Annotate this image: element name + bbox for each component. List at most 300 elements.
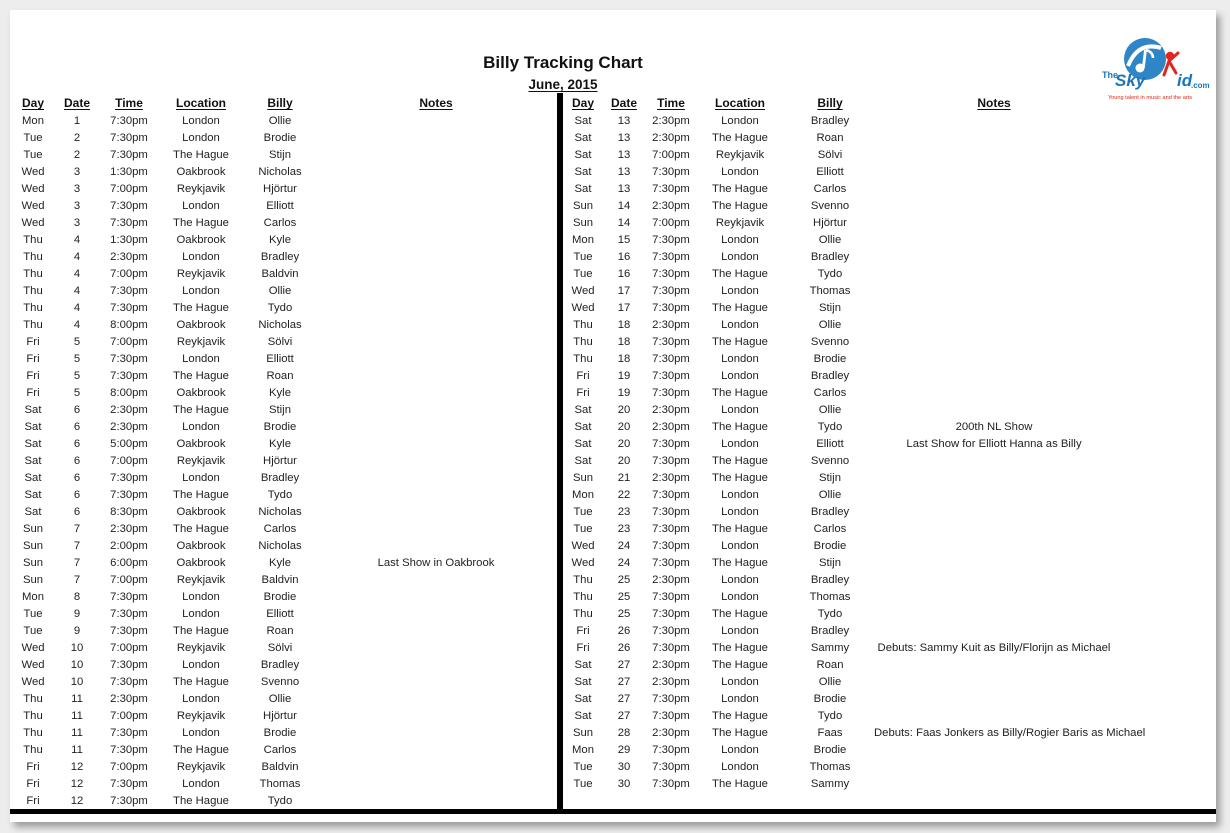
cell-billy: Brodie: [813, 743, 847, 756]
cell-date: 13: [617, 114, 631, 127]
cell-date: 16: [617, 250, 631, 263]
cell-date: 4: [73, 301, 81, 314]
cell-day: Sat: [574, 658, 592, 671]
cell-time: 7:30pm: [110, 658, 148, 671]
cell-date: 27: [617, 709, 631, 722]
table-row: [566, 724, 1146, 741]
cell-day: Fri: [26, 352, 40, 365]
cell-time: 7:00pm: [110, 709, 148, 722]
cell-location: The Hague: [712, 641, 768, 654]
table-row: [566, 231, 1114, 248]
cell-billy: Faas: [817, 726, 843, 739]
cell-date: 12: [70, 794, 84, 807]
cell-billy: Ollie: [268, 284, 292, 297]
header-row: [566, 94, 1114, 112]
cell-day: Sat: [574, 114, 592, 127]
table-row: [12, 741, 556, 758]
cell-location: London: [721, 743, 759, 756]
cell-location: London: [182, 131, 220, 144]
column-header-day: Day: [571, 96, 594, 110]
cell-time: 7:00pm: [652, 148, 690, 161]
cell-date: 19: [617, 386, 631, 399]
table-row: [12, 673, 556, 690]
cell-location: The Hague: [712, 709, 768, 722]
cell-time: 2:30pm: [652, 131, 690, 144]
table-row: [566, 741, 1114, 758]
cell-location: Oakbrook: [176, 437, 226, 450]
cell-billy: Brodie: [813, 692, 847, 705]
cell-date: 3: [73, 182, 81, 195]
cell-location: Reykjavik: [176, 573, 226, 586]
cell-day: Thu: [573, 318, 593, 331]
cell-time: 2:30pm: [652, 675, 690, 688]
cell-day: Sun: [22, 539, 44, 552]
cell-date: 19: [617, 369, 631, 382]
cell-day: Fri: [576, 386, 590, 399]
logo-text-sky: Sky: [1115, 71, 1146, 90]
cell-date: 18: [617, 335, 631, 348]
cell-location: The Hague: [712, 777, 768, 790]
table-row: [566, 316, 1114, 333]
cell-date: 5: [73, 369, 81, 382]
cell-billy: Nicholas: [258, 539, 302, 552]
cell-location: Reykjavik: [176, 760, 226, 773]
cell-billy: Bradley: [810, 505, 850, 518]
cell-day: Fri: [576, 369, 590, 382]
cell-location: Oakbrook: [176, 386, 226, 399]
cell-location: London: [721, 760, 759, 773]
table-row: [12, 282, 556, 299]
cell-billy: Elliott: [816, 165, 844, 178]
cell-date: 17: [617, 284, 631, 297]
cell-billy: Carlos: [813, 522, 847, 535]
table-row: [12, 724, 556, 741]
table-row: [566, 486, 1114, 503]
cell-day: Sat: [574, 420, 592, 433]
table-row: [566, 469, 1114, 486]
cell-day: Wed: [571, 539, 595, 552]
column-header-time: Time: [657, 96, 685, 110]
table-row: [12, 486, 556, 503]
cell-time: 1:30pm: [110, 165, 148, 178]
cell-location: Reykjavik: [176, 267, 226, 280]
table-row: [12, 452, 556, 469]
cell-billy: Ollie: [818, 318, 842, 331]
table-row: [12, 316, 556, 333]
cell-location: Oakbrook: [176, 233, 226, 246]
cell-billy: Ollie: [818, 675, 842, 688]
column-header-time: Time: [115, 96, 143, 110]
cell-location: London: [182, 658, 220, 671]
table-row: [12, 333, 556, 350]
cell-time: 7:30pm: [110, 794, 148, 807]
cell-location: London: [721, 233, 759, 246]
cell-day: Sat: [24, 437, 42, 450]
cell-date: 14: [617, 199, 631, 212]
cell-day: Wed: [21, 216, 45, 229]
cell-billy: Kyle: [269, 386, 291, 399]
table-row: [566, 197, 1114, 214]
cell-time: 2:30pm: [110, 250, 148, 263]
cell-notes: Debuts: Sammy Kuit as Billy/Florijn as Michael: [877, 641, 1111, 654]
cell-day: Wed: [21, 641, 45, 654]
cell-time: 7:30pm: [110, 199, 148, 212]
cell-location: The Hague: [712, 267, 768, 280]
column-header-location: Location: [176, 96, 226, 110]
cell-billy: Brodie: [263, 590, 297, 603]
cell-day: Tue: [573, 250, 593, 263]
cell-time: 7:30pm: [110, 590, 148, 603]
cell-location: Oakbrook: [176, 165, 226, 178]
cell-billy: Baldvin: [261, 760, 299, 773]
table-row: [566, 435, 1114, 452]
cell-location: The Hague: [712, 182, 768, 195]
cell-day: Mon: [572, 743, 594, 756]
cell-billy: Carlos: [263, 522, 297, 535]
cell-date: 25: [617, 573, 631, 586]
cell-time: 2:30pm: [652, 726, 690, 739]
cell-day: Sun: [572, 199, 594, 212]
cell-time: 7:30pm: [110, 301, 148, 314]
cell-date: 6: [73, 505, 81, 518]
cell-billy: Thomas: [809, 760, 851, 773]
cell-time: 8:00pm: [110, 386, 148, 399]
cell-time: 7:30pm: [110, 777, 148, 790]
cell-time: 2:30pm: [652, 658, 690, 671]
cell-time: 7:30pm: [652, 267, 690, 280]
cell-billy: Brodie: [263, 131, 297, 144]
table-row: [12, 299, 556, 316]
cell-day: Tue: [573, 522, 593, 535]
cell-location: London: [182, 199, 220, 212]
cell-time: 2:30pm: [652, 420, 690, 433]
cell-day: Sat: [24, 403, 42, 416]
table-row: [566, 146, 1114, 163]
cell-time: 2:30pm: [110, 420, 148, 433]
cell-day: Thu: [23, 301, 43, 314]
cell-day: Sat: [574, 709, 592, 722]
cell-time: 7:30pm: [110, 624, 148, 637]
cell-day: Thu: [23, 250, 43, 263]
table-row: [12, 350, 556, 367]
cell-date: 15: [617, 233, 631, 246]
cell-location: London: [182, 250, 220, 263]
cell-time: 5:00pm: [110, 437, 148, 450]
cell-location: London: [721, 573, 759, 586]
table-row: [566, 350, 1114, 367]
column-header-notes: Notes: [419, 96, 453, 110]
cell-billy: Bradley: [260, 250, 300, 263]
cell-notes: 200th NL Show: [955, 420, 1033, 433]
cell-date: 12: [70, 760, 84, 773]
cell-billy: Brodie: [813, 352, 847, 365]
cell-billy: Thomas: [259, 777, 301, 790]
cell-billy: Tydo: [267, 301, 293, 314]
cell-date: 9: [73, 607, 81, 620]
table-row: [566, 520, 1114, 537]
cell-day: Wed: [571, 284, 595, 297]
cell-date: 4: [73, 318, 81, 331]
cell-billy: Elliott: [266, 352, 294, 365]
cell-time: 7:30pm: [110, 726, 148, 739]
cell-location: London: [721, 505, 759, 518]
cell-billy: Carlos: [813, 386, 847, 399]
cell-billy: Hjörtur: [263, 709, 297, 722]
page-title: Billy Tracking Chart: [483, 53, 643, 72]
table-row: [12, 690, 556, 707]
cell-location: Reykjavik: [176, 454, 226, 467]
cell-time: 7:00pm: [110, 454, 148, 467]
cell-day: Fri: [26, 760, 40, 773]
table-row: [12, 112, 556, 129]
cell-location: Reykjavik: [176, 641, 226, 654]
column-header-billy: Billy: [817, 96, 843, 110]
cell-location: The Hague: [173, 369, 229, 382]
cell-billy: Tydo: [817, 420, 843, 433]
table-row: [12, 554, 556, 571]
table-row: [12, 180, 556, 197]
table-row: [12, 214, 556, 231]
cell-location: London: [721, 352, 759, 365]
cell-time: 7:30pm: [652, 539, 690, 552]
table-row: [12, 605, 556, 622]
cell-date: 4: [73, 267, 81, 280]
cell-day: Sat: [24, 471, 42, 484]
table-row: [566, 282, 1114, 299]
cell-day: Sat: [574, 148, 592, 161]
cell-time: 2:30pm: [110, 692, 148, 705]
cell-location: London: [182, 471, 220, 484]
table-row: [566, 452, 1114, 469]
cell-day: Tue: [23, 624, 43, 637]
cell-day: Thu: [23, 233, 43, 246]
cell-date: 18: [617, 318, 631, 331]
cell-date: 23: [617, 522, 631, 535]
cell-day: Fri: [26, 335, 40, 348]
table-row: [566, 265, 1114, 282]
cell-date: 6: [73, 420, 81, 433]
cell-date: 3: [73, 199, 81, 212]
cell-day: Thu: [23, 318, 43, 331]
cell-day: Thu: [23, 267, 43, 280]
cell-location: London: [721, 539, 759, 552]
logo-text-the: The: [1102, 70, 1119, 80]
table-row: [12, 639, 556, 656]
cell-date: 13: [617, 165, 631, 178]
cell-location: The Hague: [173, 148, 229, 161]
cell-time: 7:00pm: [110, 573, 148, 586]
cell-day: Tue: [573, 760, 593, 773]
cell-time: 7:30pm: [652, 386, 690, 399]
table-row: [566, 554, 1114, 571]
cell-day: Thu: [573, 335, 593, 348]
cell-date: 7: [73, 556, 81, 569]
table-row: [566, 639, 1114, 656]
cell-day: Thu: [23, 692, 43, 705]
cell-location: London: [182, 114, 220, 127]
cell-date: 6: [73, 437, 81, 450]
cell-location: London: [182, 352, 220, 365]
cell-billy: Elliott: [266, 199, 294, 212]
cell-day: Mon: [572, 488, 594, 501]
cell-billy: Carlos: [263, 743, 297, 756]
cell-date: 26: [617, 624, 631, 637]
table-row: [12, 265, 556, 282]
cell-date: 7: [73, 539, 81, 552]
cell-billy: Stijn: [269, 403, 291, 416]
cell-time: 7:30pm: [110, 471, 148, 484]
cell-time: 7:30pm: [110, 216, 148, 229]
cell-billy: Kyle: [269, 556, 291, 569]
cell-day: Sat: [574, 403, 592, 416]
cell-time: 7:30pm: [652, 641, 690, 654]
cell-day: Sat: [24, 454, 42, 467]
column-header-date: Date: [63, 96, 90, 110]
cell-time: 7:30pm: [110, 148, 148, 161]
cell-time: 7:30pm: [652, 522, 690, 535]
table-row: [12, 707, 556, 724]
cell-location: Oakbrook: [176, 556, 226, 569]
table-row: [566, 571, 1114, 588]
column-header-notes: Notes: [977, 96, 1011, 110]
cell-location: London: [721, 114, 759, 127]
cell-date: 6: [73, 454, 81, 467]
table-row: [566, 112, 1114, 129]
cell-date: 7: [73, 522, 81, 535]
cell-date: 17: [617, 301, 631, 314]
cell-day: Sun: [22, 573, 44, 586]
cell-day: Wed: [21, 675, 45, 688]
cell-time: 7:30pm: [652, 556, 690, 569]
cell-date: 11: [71, 692, 83, 705]
cell-day: Sat: [574, 454, 592, 467]
cell-date: 3: [73, 165, 81, 178]
cell-day: Thu: [573, 607, 593, 620]
cell-time: 2:30pm: [652, 403, 690, 416]
cell-location: London: [721, 369, 759, 382]
cell-date: 5: [73, 352, 81, 365]
cell-location: Reykjavik: [176, 335, 226, 348]
cell-day: Sun: [572, 216, 594, 229]
cell-billy: Ollie: [268, 114, 292, 127]
cell-time: 7:00pm: [110, 335, 148, 348]
cell-date: 30: [617, 777, 631, 790]
cell-billy: Thomas: [809, 284, 851, 297]
cell-date: 27: [617, 692, 631, 705]
cell-location: The Hague: [173, 488, 229, 501]
cell-day: Tue: [23, 148, 43, 161]
cell-day: Tue: [23, 607, 43, 620]
cell-date: 9: [73, 624, 81, 637]
cell-date: 8: [73, 590, 81, 603]
document-page: [10, 10, 1216, 822]
column-header-day: Day: [21, 96, 44, 110]
cell-billy: Bradley: [260, 471, 300, 484]
bottom-rule: [10, 809, 1216, 814]
table-row: [566, 418, 1114, 435]
cell-location: The Hague: [173, 522, 229, 535]
cell-location: The Hague: [173, 743, 229, 756]
cell-day: Sat: [24, 505, 42, 518]
cell-time: 2:30pm: [110, 403, 148, 416]
table-row: [566, 656, 1114, 673]
table-row: [12, 197, 556, 214]
cell-time: 7:30pm: [652, 437, 690, 450]
cell-location: London: [721, 692, 759, 705]
cell-day: Fri: [26, 386, 40, 399]
schedule-table-left: [12, 94, 556, 809]
cell-location: The Hague: [712, 386, 768, 399]
cell-billy: Tydo: [817, 607, 843, 620]
cell-time: 7:30pm: [652, 301, 690, 314]
schedule-table-right: [566, 94, 1146, 792]
cell-day: Mon: [22, 114, 44, 127]
cell-day: Sat: [24, 420, 42, 433]
cell-date: 24: [617, 539, 631, 552]
cell-date: 6: [73, 403, 81, 416]
cell-billy: Tydo: [267, 794, 293, 807]
cell-time: 7:30pm: [652, 454, 690, 467]
cell-day: Wed: [21, 182, 45, 195]
cell-billy: Hjörtur: [813, 216, 847, 229]
cell-location: London: [182, 777, 220, 790]
table-row: [12, 163, 556, 180]
cell-location: London: [182, 590, 220, 603]
logo-text-dotcom: .com: [1191, 81, 1210, 90]
cell-day: Mon: [572, 233, 594, 246]
table-row: [566, 129, 1114, 146]
cell-location: The Hague: [173, 794, 229, 807]
cell-day: Thu: [23, 284, 43, 297]
cell-date: 2: [73, 148, 81, 161]
cell-time: 7:30pm: [110, 607, 148, 620]
cell-time: 1:30pm: [110, 233, 148, 246]
cell-day: Wed: [571, 301, 595, 314]
cell-location: The Hague: [712, 454, 768, 467]
cell-day: Fri: [26, 794, 40, 807]
cell-location: London: [721, 284, 759, 297]
cell-location: The Hague: [712, 726, 768, 739]
cell-time: 7:30pm: [110, 369, 148, 382]
cell-billy: Bradley: [260, 658, 300, 671]
cell-time: 7:30pm: [652, 692, 690, 705]
cell-day: Tue: [23, 131, 43, 144]
cell-day: Sat: [574, 131, 592, 144]
cell-billy: Bradley: [810, 114, 850, 127]
cell-day: Sat: [574, 182, 592, 195]
cell-date: 20: [617, 454, 631, 467]
cell-billy: Sölvi: [817, 148, 843, 161]
table-row: [566, 333, 1114, 350]
column-header-location: Location: [715, 96, 765, 110]
cell-time: 7:30pm: [110, 743, 148, 756]
cell-date: 10: [70, 675, 84, 688]
cell-time: 7:30pm: [652, 233, 690, 246]
cell-time: 2:30pm: [652, 318, 690, 331]
cell-time: 7:00pm: [110, 267, 148, 280]
cell-location: Reykjavik: [715, 216, 765, 229]
cell-location: Reykjavik: [176, 182, 226, 195]
title-block: [10, 53, 1119, 92]
cell-billy: Ollie: [818, 233, 842, 246]
cell-billy: Bradley: [810, 573, 850, 586]
cell-billy: Roan: [816, 658, 844, 671]
cell-time: 7:30pm: [652, 369, 690, 382]
table-row: [566, 503, 1114, 520]
cell-location: London: [182, 420, 220, 433]
cell-billy: Baldvin: [261, 573, 299, 586]
cell-billy: Ollie: [818, 488, 842, 501]
